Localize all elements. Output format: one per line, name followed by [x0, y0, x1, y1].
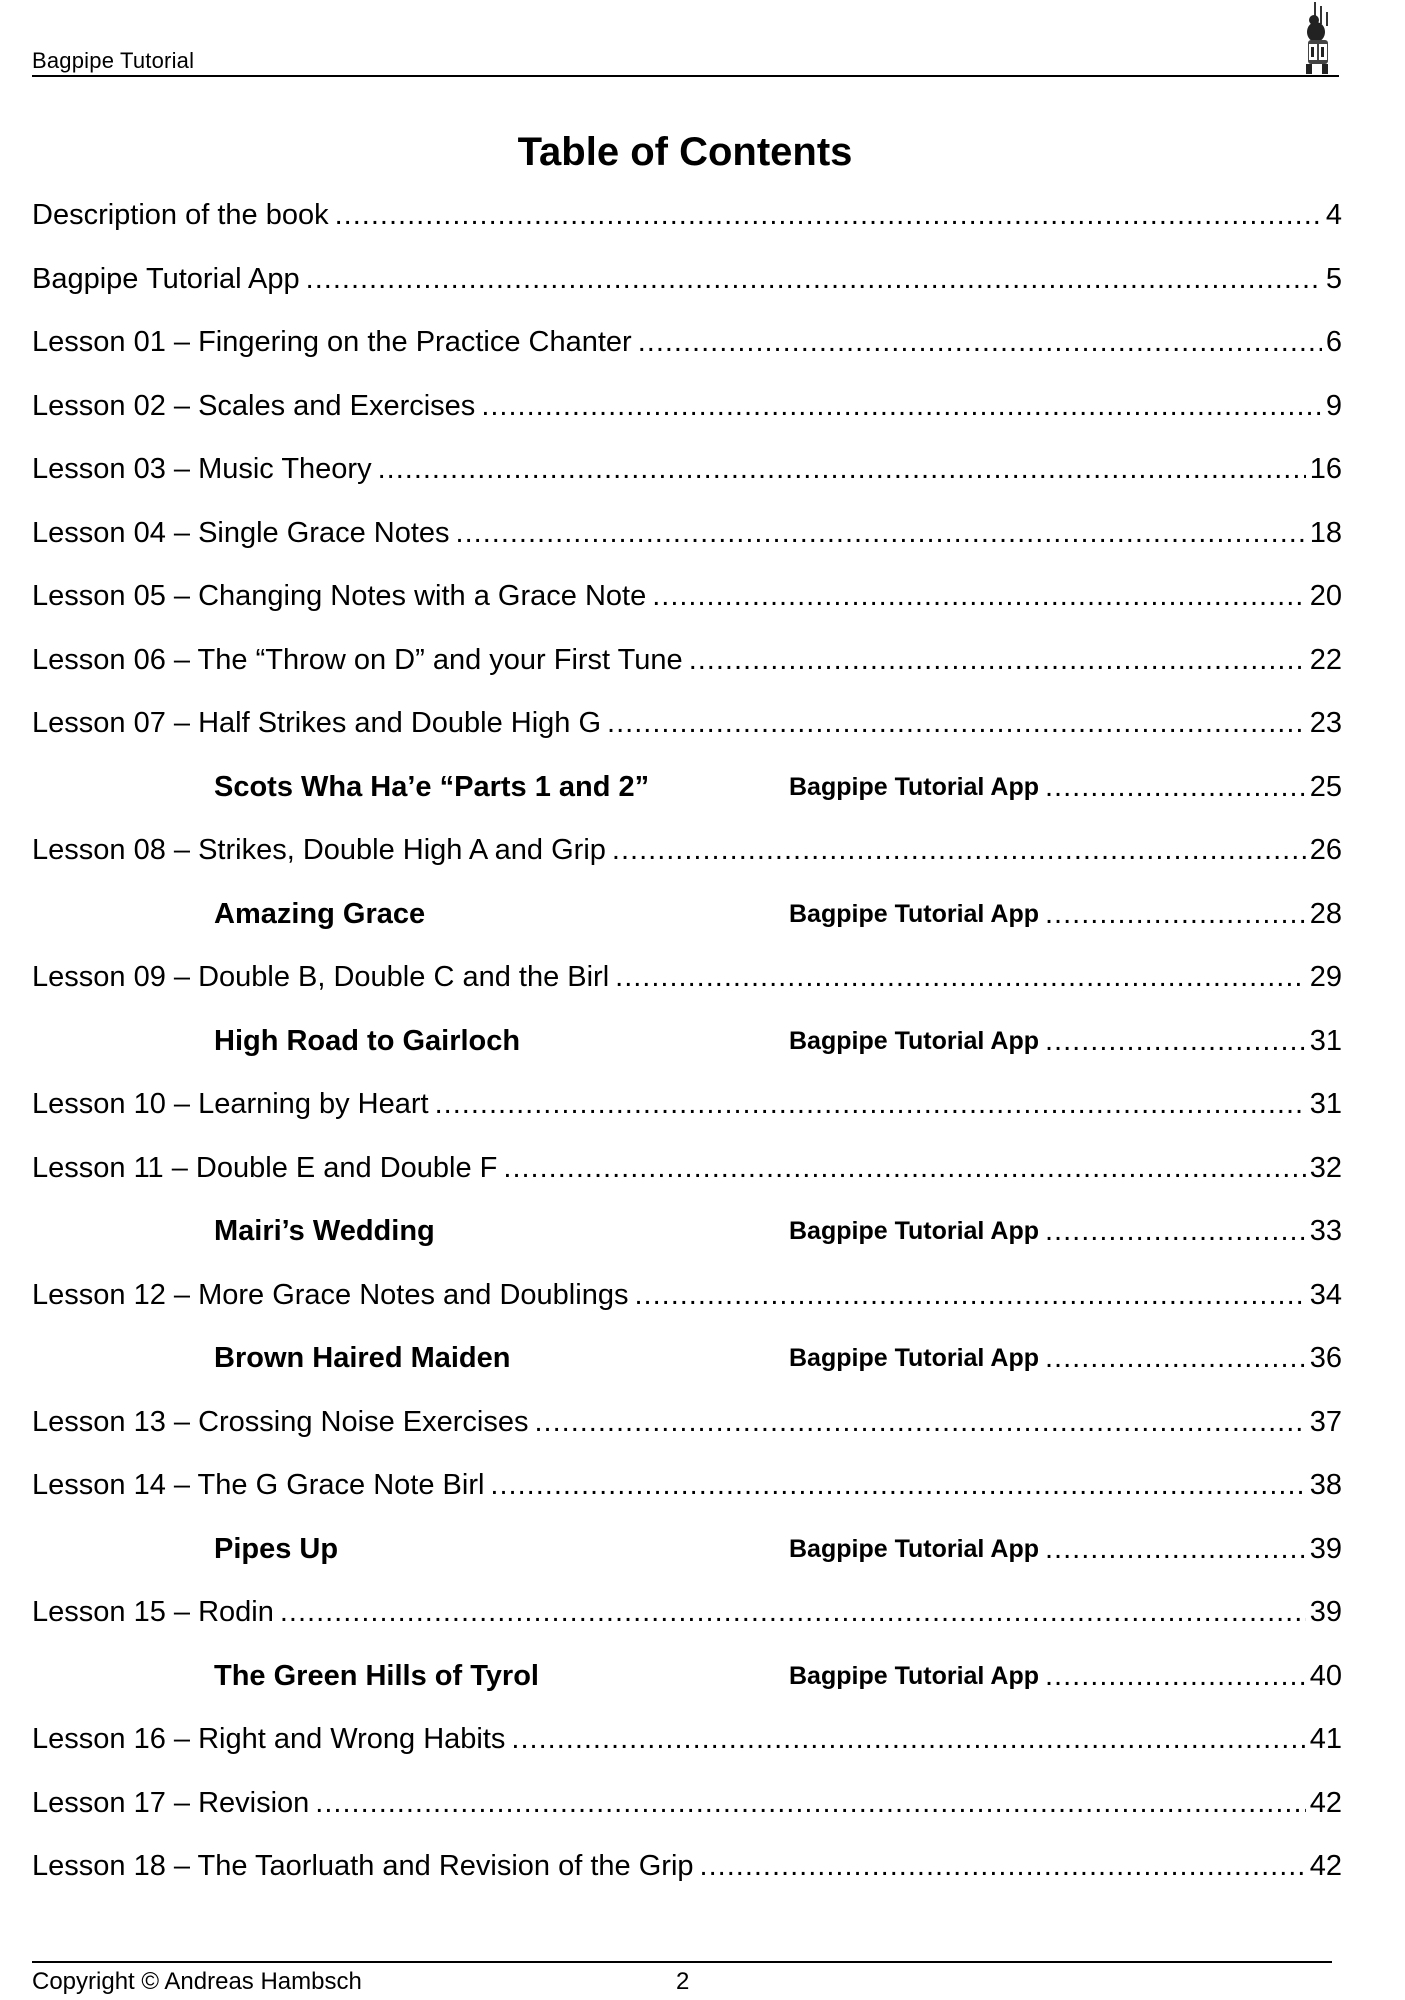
toc-page-number: 6 — [1325, 326, 1342, 358]
toc-entry-label: Lesson 14 – The G Grace Note Birl — [32, 1469, 485, 1501]
toc-dot-leader — [652, 579, 1306, 613]
toc-entry-label: Lesson 02 – Scales and Exercises — [32, 389, 476, 422]
toc-entry-label: Amazing Grace — [214, 897, 426, 930]
toc-dot-leader — [335, 198, 1322, 232]
toc-page-number: 25 — [1309, 770, 1342, 803]
toc-entry-label: Bagpipe Tutorial App — [32, 262, 300, 295]
toc-app-label: Bagpipe Tutorial App — [789, 1534, 1039, 1563]
toc-entry[interactable] — [32, 1722, 1342, 1786]
toc-entry[interactable] — [32, 833, 1342, 897]
toc-page-number: 36 — [1309, 1342, 1342, 1374]
toc-entry-label: Lesson 15 – Rodin — [32, 1596, 274, 1628]
toc-page-number: 31 — [1309, 1024, 1342, 1057]
toc-dot-leader — [1045, 770, 1306, 804]
toc-entry[interactable] — [32, 516, 1342, 580]
toc-entry[interactable] — [32, 198, 1342, 262]
toc-entry[interactable] — [32, 389, 1342, 453]
toc-page-number: 26 — [1309, 834, 1342, 866]
toc-page-number: 9 — [1325, 389, 1342, 422]
toc-dot-leader — [1045, 1341, 1306, 1375]
toc-app-label: Bagpipe Tutorial App — [789, 1217, 1039, 1245]
toc-entry-label: Lesson 12 – More Grace Notes and Doublings — [32, 1278, 629, 1311]
toc-dot-leader — [700, 1849, 1306, 1883]
toc-entry-label: Lesson 11 – Double E and Double F — [32, 1151, 498, 1184]
toc-dot-leader — [1045, 897, 1306, 931]
toc-app-label: Bagpipe Tutorial App — [789, 1661, 1039, 1690]
footer-copyright: Copyright © Andreas Hambsch — [32, 1968, 362, 1995]
toc-entry-label: Lesson 05 – Changing Notes with a Grace Note — [32, 580, 647, 612]
toc-page-number: 38 — [1309, 1469, 1342, 1501]
toc-tune-entry[interactable] — [32, 897, 1342, 961]
toc-dot-leader — [689, 643, 1306, 677]
toc-page-number: 28 — [1309, 897, 1342, 930]
toc-dot-leader — [634, 1278, 1305, 1312]
toc-page-number: 18 — [1309, 516, 1342, 549]
toc-entry[interactable] — [32, 1468, 1342, 1532]
toc-entry[interactable] — [32, 452, 1342, 516]
toc-entry-label: Mairi’s Wedding — [214, 1215, 435, 1247]
toc-entry-label: Lesson 09 – Double B, Double C and the Birl — [32, 961, 610, 993]
toc-page-number: 42 — [1309, 1786, 1342, 1819]
toc-page-number: 37 — [1309, 1405, 1342, 1438]
toc-entry-label: Lesson 16 – Right and Wrong Habits — [32, 1723, 506, 1755]
toc-entry-label: Lesson 06 – The “Throw on D” and your First Tune — [32, 643, 683, 676]
bagpiper-logo-icon — [1284, 0, 1344, 76]
toc-dot-leader — [378, 452, 1306, 486]
toc-tune-entry[interactable] — [32, 1214, 1342, 1278]
toc-page-number: 4 — [1325, 199, 1342, 231]
toc-page-number: 41 — [1309, 1723, 1342, 1755]
toc-page-number: 29 — [1309, 961, 1342, 993]
toc-entry[interactable] — [32, 1849, 1342, 1913]
toc-entry[interactable] — [32, 1786, 1342, 1850]
toc-page-number: 20 — [1309, 580, 1342, 612]
toc-dot-leader — [306, 262, 1322, 296]
toc-entry-label: Lesson 13 – Crossing Noise Exercises — [32, 1405, 529, 1438]
toc-entry[interactable] — [32, 579, 1342, 643]
toc-tune-entry[interactable] — [32, 1024, 1342, 1088]
header-divider — [32, 75, 1339, 77]
table-of-contents — [32, 198, 1342, 1913]
toc-entry-label: Lesson 08 – Strikes, Double High A and Grip — [32, 834, 606, 866]
toc-entry-label: Pipes Up — [214, 1532, 339, 1565]
toc-page-number: 16 — [1309, 453, 1342, 485]
toc-entry[interactable] — [32, 1595, 1342, 1659]
toc-entry[interactable] — [32, 643, 1342, 707]
toc-dot-leader — [456, 516, 1306, 550]
toc-dot-leader — [534, 1405, 1305, 1439]
toc-page-number: 5 — [1325, 262, 1342, 295]
toc-tune-entry[interactable] — [32, 1341, 1342, 1405]
toc-entry[interactable] — [32, 1405, 1342, 1469]
toc-app-label: Bagpipe Tutorial App — [789, 1026, 1039, 1055]
toc-entry-label: Lesson 10 – Learning by Heart — [32, 1088, 429, 1120]
toc-dot-leader — [1045, 1214, 1306, 1248]
toc-tune-entry[interactable] — [32, 1659, 1342, 1723]
toc-dot-leader — [280, 1595, 1306, 1629]
toc-dot-leader — [1045, 1532, 1306, 1566]
toc-entry-label: Lesson 17 – Revision — [32, 1786, 310, 1819]
toc-entry[interactable] — [32, 706, 1342, 770]
footer-page-number: 2 — [676, 1968, 690, 1995]
footer-divider — [32, 1961, 1332, 1963]
toc-entry-label: Lesson 07 – Half Strikes and Double High G — [32, 707, 602, 739]
toc-dot-leader — [511, 1722, 1305, 1756]
page-title: Table of Contents — [517, 130, 853, 174]
toc-entry[interactable] — [32, 1151, 1342, 1215]
toc-page-number: 23 — [1309, 707, 1342, 739]
toc-tune-entry[interactable] — [32, 1532, 1342, 1596]
toc-dot-leader — [315, 1786, 1305, 1820]
toc-entry[interactable] — [32, 262, 1342, 326]
toc-page-number: 39 — [1309, 1532, 1342, 1565]
toc-page-number: 32 — [1309, 1151, 1342, 1184]
toc-app-label: Bagpipe Tutorial App — [789, 899, 1039, 928]
toc-entry-label: Brown Haired Maiden — [214, 1342, 511, 1374]
toc-entry-label: The Green Hills of Tyrol — [214, 1659, 539, 1692]
toc-entry[interactable] — [32, 325, 1342, 389]
toc-entry-label: High Road to Gairloch — [214, 1024, 521, 1057]
toc-app-label: Bagpipe Tutorial App — [789, 1344, 1039, 1372]
toc-dot-leader — [1045, 1024, 1306, 1058]
toc-dot-leader — [503, 1151, 1305, 1185]
toc-dot-leader — [490, 1468, 1305, 1502]
toc-entry-label: Description of the book — [32, 199, 329, 231]
toc-app-label: Bagpipe Tutorial App — [789, 772, 1039, 801]
toc-page-number: 31 — [1309, 1088, 1342, 1120]
toc-page-number: 33 — [1309, 1215, 1342, 1247]
toc-page-number: 40 — [1309, 1659, 1342, 1692]
toc-entry[interactable] — [32, 960, 1342, 1024]
toc-dot-leader — [638, 325, 1322, 359]
toc-tune-entry[interactable] — [32, 770, 1342, 834]
toc-entry-label: Scots Wha Ha’e “Parts 1 and 2” — [214, 770, 650, 803]
toc-page-number: 34 — [1309, 1278, 1342, 1311]
toc-entry-label: Lesson 01 – Fingering on the Practice Chanter — [32, 326, 632, 358]
toc-page-number: 39 — [1309, 1596, 1342, 1628]
toc-dot-leader — [607, 706, 1306, 740]
toc-dot-leader — [481, 389, 1322, 423]
toc-page-number: 42 — [1309, 1850, 1342, 1882]
toc-dot-leader — [1045, 1659, 1306, 1693]
toc-entry[interactable] — [32, 1278, 1342, 1342]
toc-dot-leader — [615, 960, 1306, 994]
toc-entry-label: Lesson 04 – Single Grace Notes — [32, 516, 450, 549]
toc-entry-label: Lesson 18 – The Taorluath and Revision of the Grip — [32, 1850, 694, 1882]
toc-page-number: 22 — [1309, 643, 1342, 676]
toc-entry-label: Lesson 03 – Music Theory — [32, 453, 372, 485]
running-header: Bagpipe Tutorial — [32, 48, 195, 73]
toc-entry[interactable] — [32, 1087, 1342, 1151]
toc-dot-leader — [435, 1087, 1306, 1121]
toc-dot-leader — [612, 833, 1306, 867]
